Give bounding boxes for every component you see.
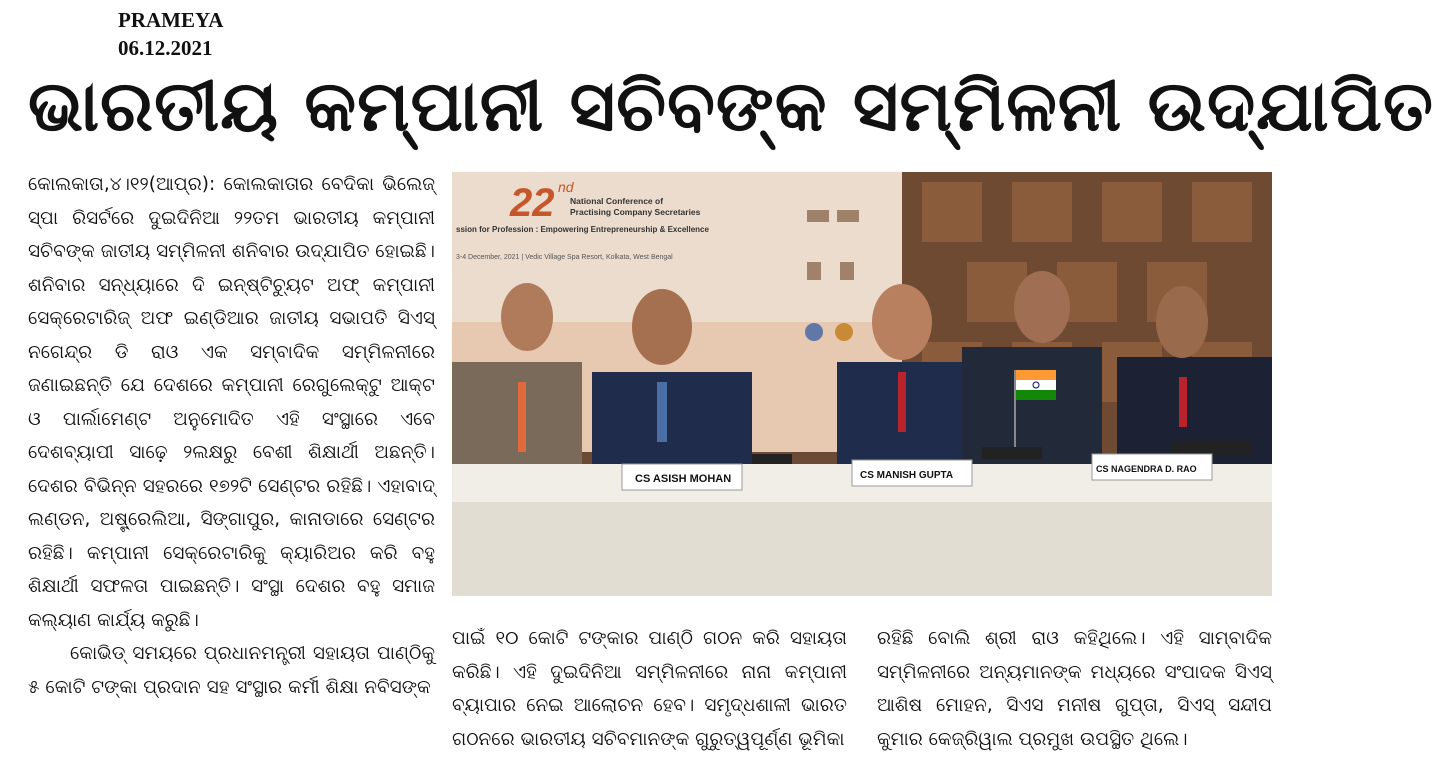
article-column-3 [877,622,1272,756]
nameplate-1 [622,464,742,490]
masthead [118,6,223,62]
issue-date: 06.12.2021 [118,36,213,60]
article-paragraph-3: ପାଇଁ ୧୦ କୋଟି ଟଙ୍କାର ପାଣ୍ଠି ଗଠନ କରି ସହାୟତା କରିଛି। ଏହି ଦୁଇଦିନିଆ ସମ୍ମିଳନୀରେ ନାନା କମ୍ପାନୀ ବ୍ୟାପାର ନେଇ ଆଲୋଚନ ହେବ। ସମୃଦ୍ଧଶାଳୀ ଭାରତ ଗଠନରେ ଭାରତୀୟ ସଚିବମାନଙ୍କ ଗୁରୁତ୍ୱପୂର୍ଣ୍ଣ ଭୂମିକା [452,628,847,750]
headline: ଭାରତୀୟ କମ୍ପାନୀ ସଚିବଙ୍କ ସମ୍ମିଳନୀ ଉଦ୍‌ଯାପିତ [28,65,1434,147]
press-conference-photo [452,172,1272,596]
nameplate-1-text: CS ASISH MOHAN [635,473,732,485]
table-skirt-shadow [452,502,1272,596]
nameplate-2 [852,460,972,486]
banner-theme: ssion for Profession : Empowering Entrepreneurship & Excellence [456,225,709,234]
banner-dates: 3-4 December, 2021 | Vedic Village Spa Resort, Kolkata, West Bengal [456,254,673,261]
article-paragraph-2: କୋଭିଡ୍ ସମୟରେ ପ୍ରଧାନମନ୍ତ୍ରୀ ସହାୟତା ପାଣ୍ଠିକୁ ୫ କୋଟି ଟଙ୍କା ପ୍ରଦାନ ସହ ସଂସ୍ଥାର କର୍ମୀ ଶିକ୍ଷା ନବିସଙ୍କ [28,643,435,698]
article-paragraph-4: ରହିଛି ବୋଲି ଶ୍ରୀ ରାଓ କହିଥିଲେ। ଏହି ସାମ୍ବାଦିକ ସମ୍ମିଳନୀରେ ଅନ୍ୟମାନଙ୍କ ମଧ୍ୟରେ ସଂପାଦକ ସିଏସ୍ ଆଶିଷ ମୋହନ, ସିଏସ ମନୀଷ ଗୁପ୍ତା, ସିଏସ୍ ସନ୍ଦୀପ କୁମାର କେଜ୍ରିୱାଲ ପ୍ରମୁଖ ଉପସ୍ଥିତ ଥିଲେ। [877,628,1272,750]
nameplate-3-text: CS NAGENDRA D. RAO [1096,464,1197,474]
banner-superscript: nd [558,179,574,195]
banner-line-1: National Conference of [570,196,664,206]
nameplate-2-text: CS MANISH GUPTA [860,470,954,481]
news-photo [452,172,1272,596]
banner-number: 22 [510,181,555,225]
article-column-1 [28,168,435,704]
paper-name: PRAMEYA [118,8,224,32]
article-column-2 [452,622,847,756]
article-paragraph-1: କୋଲକାତା,୪।୧୨(ଆପ୍ର): କୋଲକାତାର ବେଦିକା ଭିଲେଜ୍ ସ୍ପା ରିସର୍ଟରେ ଦୁଇଦିନିଆ ୨୨ତମ ଭାରତୀୟ କମ୍ପାନୀ ସଚିବଙ୍କ ଜାତୀୟ ସମ୍ମିଳନୀ ଶନିବାର ଉଦ୍‌ଯାପିତ ହୋଇଛି। ଶନିବାର ସନ୍ଧ୍ୟାରେ ଦି ଇନ୍‌ଷ୍ଟିଚ୍ୟୁଟ ଅଫ୍ କମ୍ପାନୀ ସେକ୍ରେଟାରିଜ୍ ଅଫ ଇଣ୍ଡିଆର ଜାତୀୟ ସଭାପତି ସିଏସ୍ ନଗେନ୍ଦ୍ର ଡି ରାଓ ଏକ ସମ୍ବାଦିକ ସମ୍ମିଳନୀରେ ଜଣାଇଛନ୍ତି ଯେ ଦେଶରେ କମ୍ପାନୀ ରେଗୁଲେକ୍ଟୁ ଆକ୍ଟ ଓ ପାର୍ଲାମେଣ୍ଟ ଅନୁମୋଦିତ ଏହି ସଂସ୍ଥାରେ ଏବେ ଦେଶବ୍ୟାପୀ ସାଢ଼େ ୨ଲକ୍ଷରୁ ବେଶୀ ଶିକ୍ଷାର୍ଥୀ ଅଛନ୍ତି। ଦେଶର ବିଭିନ୍ନ ସହରରେ ୧୭୨ଟି ସେଣ୍ଟର ରହିଛି। ଏହାବାଦ୍ ଲଣ୍ଡନ, ଅଷ୍ଟ୍ରେଲିଆ, ସିଙ୍ଗାପୁର, କାନାଡାରେ ସେଣ୍ଟର ରହିଛି। କମ୍ପାନୀ ସେକ୍ରେଟାରିକୁ କ୍ୟାରିଅର କରି ବହୁ ଶିକ୍ଷାର୍ଥୀ ସଫଳତା ପାଇଛନ୍ତି। ସଂସ୍ଥା ଦେଶର ବହୁ ସମାଜ କଲ୍ୟାଣ କାର୍ଯ୍ୟ କରୁଛି। [28,174,436,631]
banner-line-2: Practising Company Secretaries [570,207,701,217]
nameplate-3 [1092,454,1212,480]
